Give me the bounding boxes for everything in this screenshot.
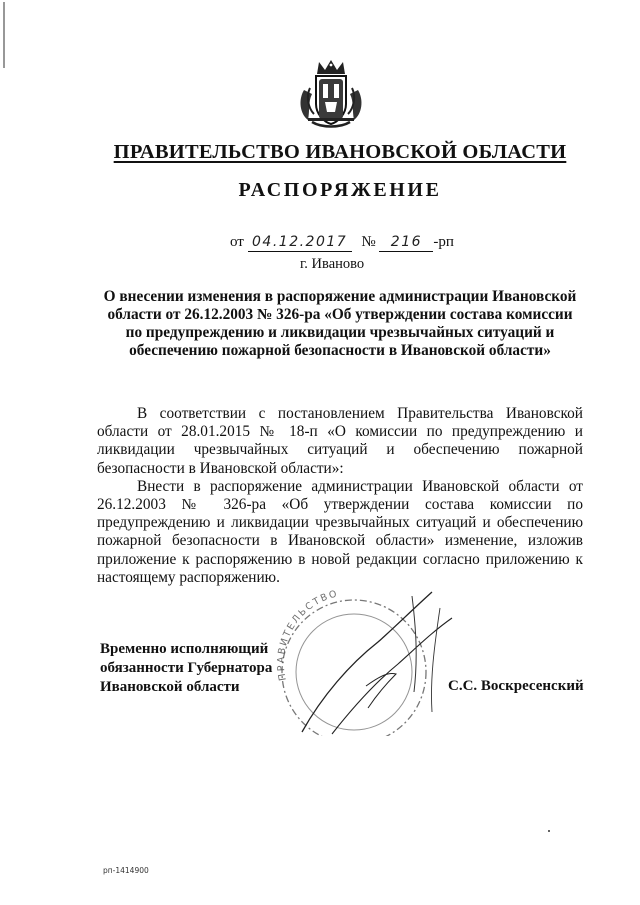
official-seal-stamp-icon (262, 588, 462, 736)
position-line: Ивановской области (100, 679, 240, 695)
date-prefix: от (230, 234, 244, 250)
body-paragraph: В соответствии с постановлением Правительства Ивановской области от 28.01.2015 № 18-п «О комиссии по предупреждению и ликвидации чрезвычайных ситуаций и обеспечению пожарной безопасности в Ивановской области»: (97, 405, 583, 477)
document-type-heading: РАСПОРЯЖЕНИЕ (238, 179, 442, 201)
document-body (97, 405, 583, 587)
organization-title: ПРАВИТЕЛЬСТВО ИВАНОВСКОЙ ОБЛАСТИ (113, 141, 567, 163)
position-line: обязанности Губернатора (100, 660, 273, 676)
body-paragraph: Внести в распоряжение администрации Ивановской области от 26.12.2003 № 326-ра «Об утверждении состава комиссии по предупреждению и ликвидации чрезвычайных ситуаций и обеспечению пожарной безопасности в Ивановской области» изменение, изложив приложение к распоряжению в новой редакции согласно приложению к настоящему распоряжению. (97, 477, 583, 586)
stamp-text: ПРАВИТЕЛЬСТВО (275, 588, 340, 682)
scan-edge-mark (3, 2, 5, 68)
handwritten-number: 216 (379, 234, 433, 252)
ivanovo-coat-of-arms-icon (298, 58, 364, 128)
issue-city: г. Иваново (300, 256, 365, 272)
handwritten-date: 04.12.2017 (248, 234, 352, 252)
scan-speck (548, 830, 550, 832)
document-subject: О внесении изменения в распоряжение администрации Ивановской области от 26.12.2003 № 326-ра «Об утверждении состава комиссии по предупреждению и ликвидации чрезвычайных ситуаций и обеспечению пожарной безопасности в Ивановской области» (103, 288, 577, 359)
document-id: рп-1414900 (103, 866, 149, 875)
signatory-position (100, 640, 290, 697)
number-suffix: -рп (433, 234, 454, 250)
signatory-name: С.С. Воскресенский (448, 678, 584, 694)
position-line: Временно исполняющий (100, 641, 269, 657)
number-prefix: № (361, 234, 376, 250)
registration-line (230, 234, 454, 252)
